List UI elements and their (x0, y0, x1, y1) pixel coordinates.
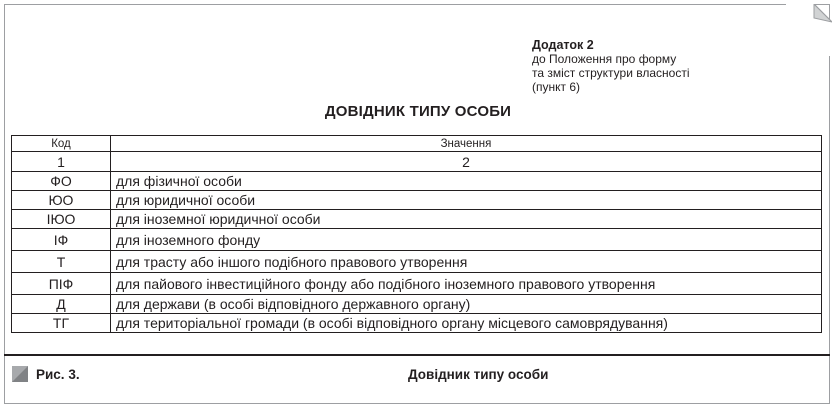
person-type-table (11, 135, 822, 333)
appendix-line-1: до Положення про форму (532, 52, 677, 66)
header-code: Код (12, 136, 111, 152)
row-value: для юридичної особи (111, 191, 822, 210)
row-code: ФО (12, 172, 111, 191)
appendix-line-2: та зміст структури власності (532, 66, 690, 80)
row-value: для трасту або іншого подібного правового утворення (111, 251, 822, 273)
caption-divider (4, 354, 830, 356)
table-row (12, 273, 822, 295)
document-title: ДОВІДНИК ТИПУ ОСОБИ (324, 103, 512, 120)
table-row (12, 251, 822, 273)
appendix-note (532, 38, 689, 94)
row-value: для фізичної особи (111, 172, 822, 191)
table-header-row (12, 136, 822, 152)
column-number-value: 2 (111, 152, 822, 172)
table-row (12, 191, 822, 210)
figure-square-icon (12, 366, 28, 382)
table-row (12, 314, 822, 333)
row-code: ІЮО (12, 210, 111, 229)
row-code: ТГ (12, 314, 111, 333)
table-row (12, 229, 822, 251)
row-value: для пайового інвестиційного фонду або подібного іноземного правового утворення (111, 273, 822, 295)
table-row (12, 210, 822, 229)
column-number-code: 1 (12, 152, 111, 172)
row-code: Т (12, 251, 111, 273)
figure-title: Довідник типу особи (408, 367, 549, 382)
row-value: для держави (в особі відповідного державного органу) (111, 295, 822, 314)
row-code: ПІФ (12, 273, 111, 295)
appendix-heading: Додаток 2 (532, 38, 594, 52)
row-value: для іноземного фонду (111, 229, 822, 251)
row-code: Д (12, 295, 111, 314)
table-row (12, 172, 822, 191)
row-value: для територіальної громади (в особі відповідного органу місцевого самоврядування) (111, 314, 822, 333)
column-number-row (12, 152, 822, 172)
header-value: Значення (111, 136, 822, 152)
row-code: ЮО (12, 191, 111, 210)
row-value: для іноземної юридичної особи (111, 210, 822, 229)
row-code: ІФ (12, 229, 111, 251)
table-row (12, 295, 822, 314)
figure-label: Рис. 3. (36, 367, 80, 382)
appendix-line-3: (пункт 6) (532, 80, 581, 94)
page-fold-icon (786, 4, 832, 56)
